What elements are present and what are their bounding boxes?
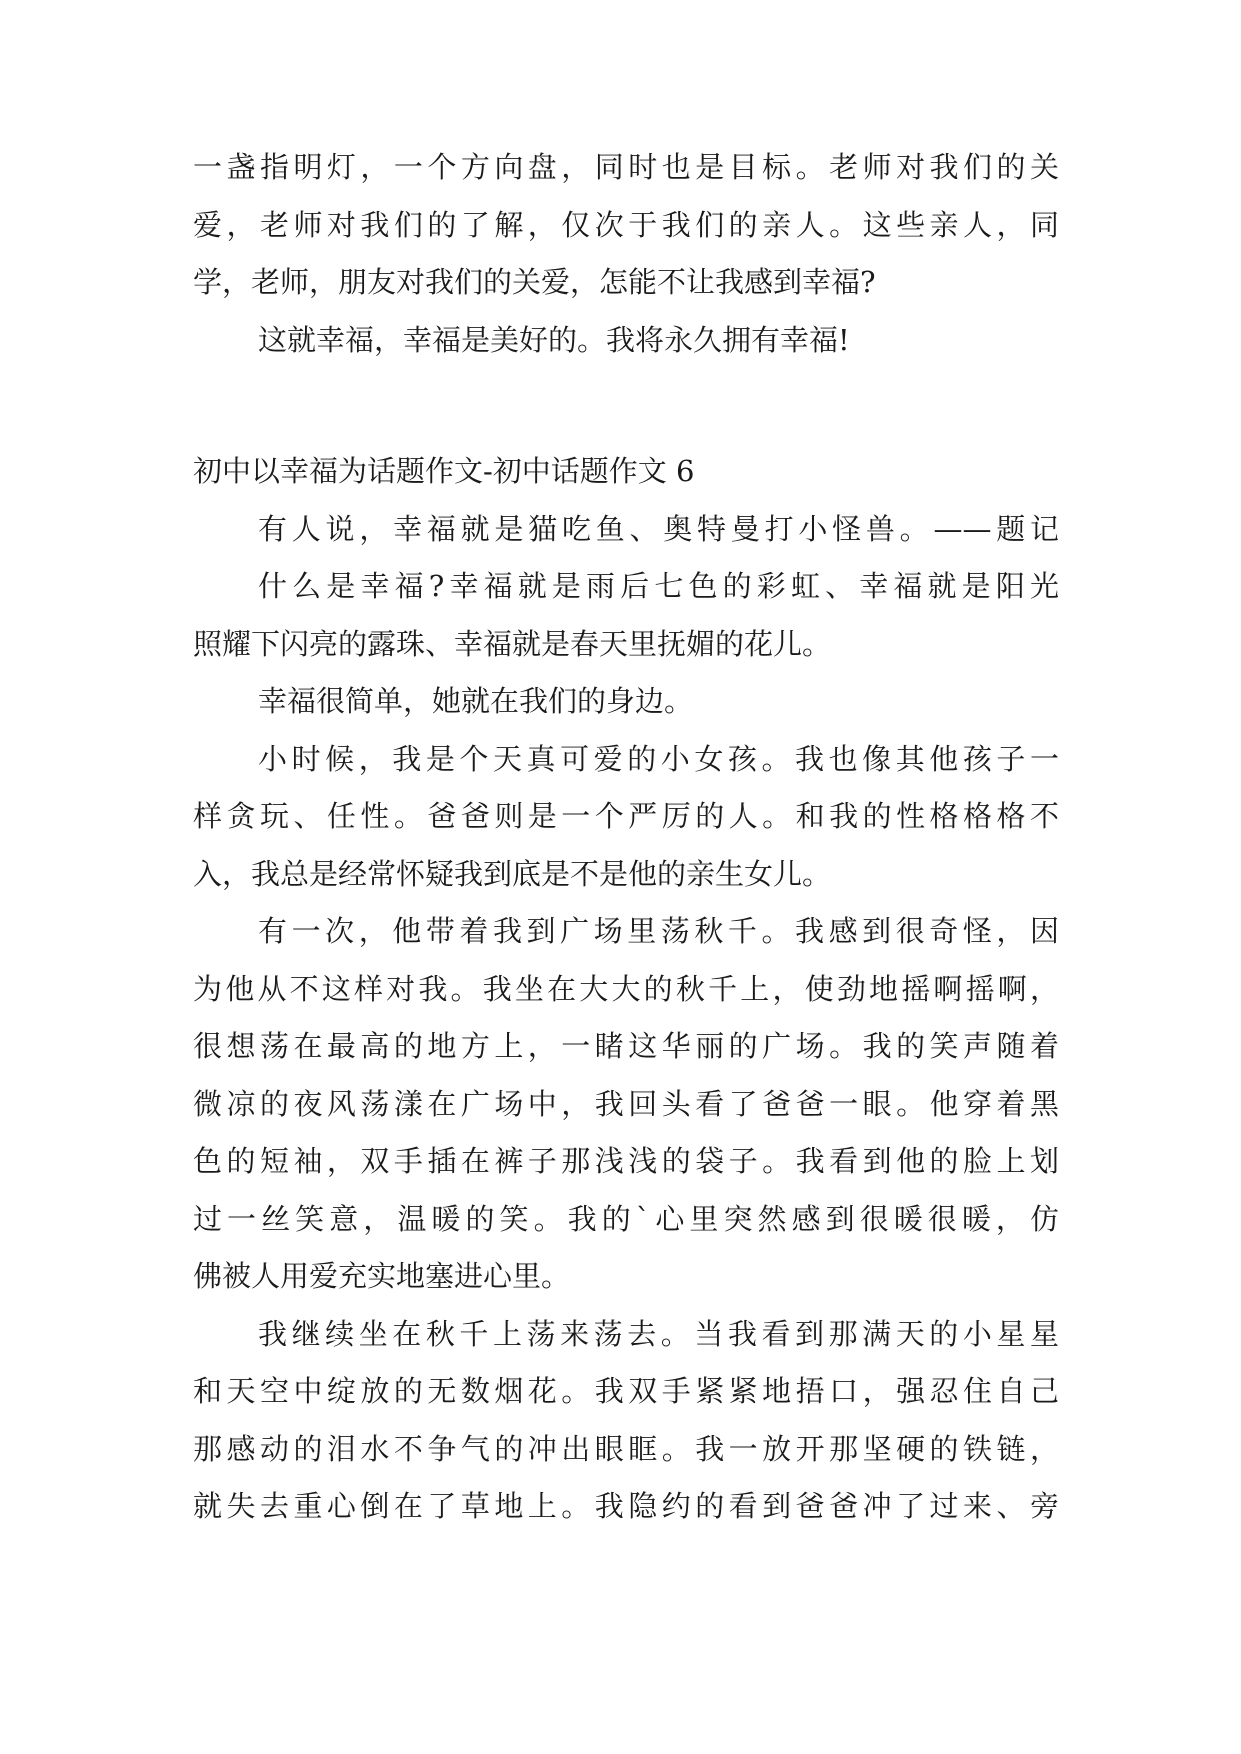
paragraph-8-line-2: 和天空中绽放的无数烟花。我双手紧紧地捂口，强忍住自己 xyxy=(193,1374,1059,1408)
paragraph-7-line-4: 微凉的夜风荡漾在广场中，我回头看了爸爸一眼。他穿着黑 xyxy=(193,1087,1059,1121)
paragraph-6-line-1: 小时候，我是个天真可爱的小女孩。我也像其他孩子一 xyxy=(258,742,1059,776)
paragraph-1-line-3: 学，老师，朋友对我们的关爱，怎能不让我感到幸福? xyxy=(193,265,876,299)
paragraph-6-line-3: 入，我总是经常怀疑我到底是不是他的亲生女儿。 xyxy=(193,857,832,891)
paragraph-7-line-5: 色的短袖，双手插在裤子那浅浅的袋子。我看到他的脸上划 xyxy=(193,1144,1059,1178)
paragraph-5-line-1: 幸福很简单，她就在我们的身边。 xyxy=(258,684,694,718)
paragraph-1-line-2: 爱，老师对我们的了解，仅次于我们的亲人。这些亲人，同 xyxy=(193,208,1059,242)
section-title: 初中以幸福为话题作文-初中话题作文 6 xyxy=(193,454,695,488)
paragraph-7-line-2: 为他从不这样对我。我坐在大大的秋千上，使劲地摇啊摇啊， xyxy=(193,972,1059,1006)
paragraph-3-line-1: 有人说，幸福就是猫吃鱼、奥特曼打小怪兽。——题记 xyxy=(258,512,1059,546)
paragraph-6-line-2: 样贪玩、任性。爸爸则是一个严厉的人。和我的性格格格不 xyxy=(193,799,1059,833)
paragraph-7-line-7: 佛被人用爱充实地塞进心里。 xyxy=(193,1259,571,1293)
paragraph-8-line-4: 就失去重心倒在了草地上。我隐约的看到爸爸冲了过来、旁 xyxy=(193,1489,1059,1523)
paragraph-7-line-1: 有一次，他带着我到广场里荡秋千。我感到很奇怪，因 xyxy=(258,914,1059,948)
paragraph-4-line-2: 照耀下闪亮的露珠、幸福就是春天里抚媚的花儿。 xyxy=(193,627,832,661)
paragraph-8-line-1: 我继续坐在秋千上荡来荡去。当我看到那满天的小星星 xyxy=(258,1317,1059,1351)
paragraph-4-line-1: 什么是幸福?幸福就是雨后七色的彩虹、幸福就是阳光 xyxy=(258,569,1059,603)
paragraph-8-line-3: 那感动的泪水不争气的冲出眼眶。我一放开那坚硬的铁链， xyxy=(193,1432,1059,1466)
paragraph-7-line-3: 很想荡在最高的地方上，一睹这华丽的广场。我的笑声随着 xyxy=(193,1029,1059,1063)
paragraph-1-line-1: 一盏指明灯，一个方向盘，同时也是目标。老师对我们的关 xyxy=(193,150,1059,184)
paragraph-7-line-6: 过一丝笑意，温暖的笑。我的`心里突然感到很暖很暖，仿 xyxy=(193,1202,1059,1236)
paragraph-2-line-1: 这就幸福，幸福是美好的。我将永久拥有幸福! xyxy=(258,323,850,357)
